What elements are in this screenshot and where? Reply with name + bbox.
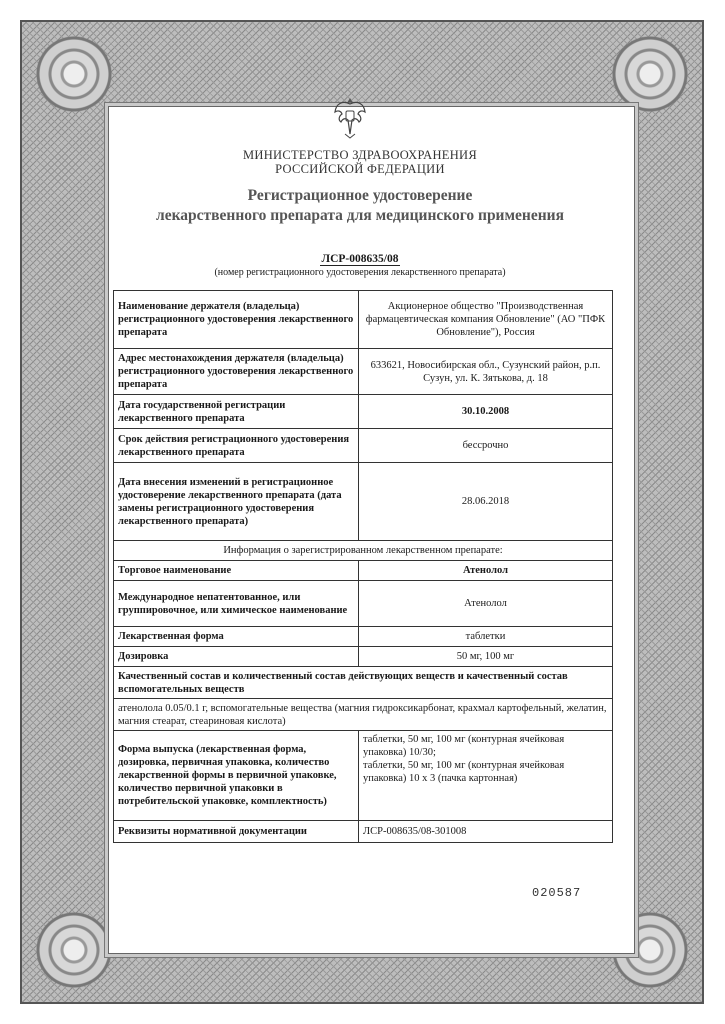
trade-name-label: Торговое наименование [114, 561, 359, 581]
holder-label: Наименование держателя (владельца) регистрационного удостоверения лекарственного препарата [114, 291, 359, 349]
table-row [114, 581, 613, 627]
inn-value: Атенолол [359, 581, 613, 627]
release-form-value-2: таблетки, 50 мг, 100 мг (контурная ячейковая упаковка) 10 х 3 (пачка картонная) [363, 760, 565, 784]
dosage-label: Дозировка [114, 647, 359, 667]
registration-date-label: Дата государственной регистрации лекарственного препарата [114, 395, 359, 429]
address-label: Адрес местонахождения держателя (владельца) регистрационного удостоверения лекарственного препарата [114, 349, 359, 395]
dosage-value: 50 мг, 100 мг [359, 647, 613, 667]
table-row [114, 627, 613, 647]
release-form-value-1: таблетки, 50 мг, 100 мг (контурная ячейковая упаковка) 10/30; [363, 734, 565, 758]
inn-label: Международное непатентованное, или группировочное, или химическое наименование [114, 581, 359, 627]
composition-value: атенолола 0.05/0.1 г, вспомогательные вещества (магния гидроксикарбонат, крахмал картофельный, желатин, магния стеарат, стеариновая кислота) [114, 699, 613, 731]
changes-date-value: 28.06.2018 [359, 463, 613, 541]
registration-table [113, 290, 613, 843]
release-form-label: Форма выпуска (лекарственная форма, дозировка, первичная упаковка, количество лекарственной формы в первичной упаковке, количество первичной упаковки в потребительской упаковке, комплектность) [114, 731, 359, 821]
table-row [114, 731, 613, 821]
ministry-line-2: РОССИЙСКОЙ ФЕДЕРАЦИИ [275, 162, 445, 176]
table-row [114, 541, 613, 561]
table-row [114, 699, 613, 731]
table-row [114, 291, 613, 349]
normative-docs-value: ЛСР-008635/08-301008 [359, 821, 613, 843]
registration-number-caption: (номер регистрационного удостоверения лекарственного препарата) [214, 267, 506, 278]
document-title-line-2: лекарственного препарата для медицинского применения [156, 207, 564, 224]
trade-name-value: Атенолол [359, 561, 613, 581]
dosage-form-value: таблетки [359, 627, 613, 647]
registration-date-value: 30.10.2008 [359, 395, 613, 429]
dosage-form-label: Лекарственная форма [114, 627, 359, 647]
table-row [114, 647, 613, 667]
validity-value: бессрочно [359, 429, 613, 463]
changes-date-label: Дата внесения изменений в регистрационное удостоверение лекарственного препарата (дата замены регистрационного удостоверения лекарственного препарата) [114, 463, 359, 541]
serial-number: 020587 [532, 886, 582, 900]
emblem-icon [332, 94, 368, 140]
table-row [114, 667, 613, 699]
table-row [114, 821, 613, 843]
corner-rosette-icon [34, 910, 114, 990]
release-form-value [359, 731, 613, 821]
table-row [114, 349, 613, 395]
validity-label: Срок действия регистрационного удостоверения лекарственного препарата [114, 429, 359, 463]
holder-value: Акционерное общество "Производственная фармацевтическая компания Обновление" (АО "ПФК Обновление"), Россия [359, 291, 613, 349]
composition-header: Качественный состав и количественный состав действующих веществ и качественный состав вспомогательных веществ [114, 667, 613, 699]
table-row [114, 429, 613, 463]
table-row [114, 395, 613, 429]
corner-rosette-icon [610, 34, 690, 114]
ministry-line-1: МИНИСТЕРСТВО ЗДРАВООХРАНЕНИЯ [242, 148, 478, 162]
corner-rosette-icon [34, 34, 114, 114]
registration-number-value: ЛСР-008635/08 [321, 253, 399, 265]
address-value: 633621, Новосибирская обл., Сузунский район, р.п. Сузун, ул. К. Зятькова, д. 18 [359, 349, 613, 395]
ministry-name [160, 148, 560, 176]
normative-docs-label: Реквизиты нормативной документации [114, 821, 359, 843]
registration-number [160, 253, 560, 265]
drug-info-header: Информация о зарегистрированном лекарственном препарате: [114, 541, 613, 561]
table-row [114, 561, 613, 581]
document-title [100, 186, 620, 226]
table-row [114, 463, 613, 541]
document-title-line-1: Регистрационное удостоверение [247, 187, 473, 204]
